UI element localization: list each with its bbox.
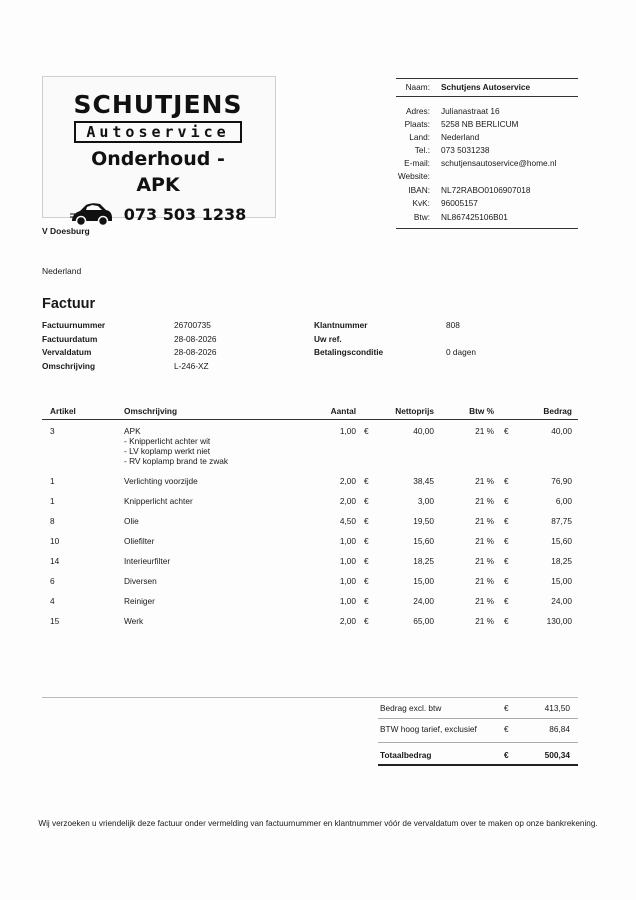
cell-artikel: 10 [50, 536, 60, 546]
currency-symbol: € [364, 556, 369, 566]
payment-notice: Wij verzoeken u vriendelijk deze factuur onder vermelding van factuurnummer en klantnummer vóór de vervaldatum over te maken op onze bankrekening. [38, 819, 598, 828]
currency-symbol: € [364, 516, 369, 526]
customer-country: Nederland [42, 266, 82, 276]
meta-label: Omschrijving [42, 360, 96, 371]
table-row [42, 476, 578, 488]
company-label: Tel.: [414, 145, 430, 155]
company-value: NL867425106B01 [441, 212, 508, 222]
company-value: 96005157 [441, 198, 478, 208]
cell-aantal: 2,00 [339, 616, 356, 626]
table-row [42, 536, 578, 548]
cell-omschrijving: Interieurfilter [124, 556, 171, 566]
currency-symbol: € [364, 476, 369, 486]
currency-symbol: € [504, 703, 509, 713]
currency-symbol: € [504, 516, 509, 526]
totals-divider [378, 718, 578, 719]
company-row [396, 170, 578, 182]
company-value: schutjensautoservice@home.nl [441, 158, 557, 168]
cell-btw: 21 % [475, 496, 494, 506]
cell-artikel: 14 [50, 556, 60, 566]
cell-subline: - RV koplamp brand te zwak [124, 456, 229, 466]
totals-label: Totaalbedrag [380, 750, 432, 760]
cell-nettoprijs: 24,00 [413, 596, 434, 606]
cell-aantal: 2,00 [339, 476, 356, 486]
company-row [396, 184, 578, 196]
cell-nettoprijs: 19,50 [413, 516, 434, 526]
cell-aantal: 2,00 [339, 496, 356, 506]
meta-value: 808 [446, 320, 460, 330]
totals-label: BTW hoog tarief, exclusief [380, 724, 477, 734]
currency-symbol: € [364, 426, 369, 436]
totals-value: 500,34 [544, 750, 570, 760]
cell-nettoprijs: 15,60 [413, 536, 434, 546]
cell-nettoprijs: 40,00 [413, 426, 434, 436]
totals-value: 86,84 [549, 724, 570, 734]
company-value: NL72RABO0106907018 [441, 185, 531, 195]
table-row [42, 596, 578, 608]
company-value: Schutjens Autoservice [441, 82, 531, 92]
meta-label: Betalingsconditie [314, 347, 384, 357]
cell-subline: - Knipperlicht achter wit [124, 436, 211, 446]
cell-btw: 21 % [475, 596, 494, 606]
col-btw: Btw % [469, 406, 494, 416]
cell-omschrijving: Diversen [124, 576, 157, 586]
logo-phone: 073 503 1238 [123, 204, 247, 224]
cell-btw: 21 % [475, 516, 494, 526]
meta-label: Klantnummer [314, 320, 368, 330]
company-value: Nederland [441, 132, 480, 142]
company-value: 073 5031238 [441, 145, 490, 155]
company-label: Btw: [413, 212, 430, 222]
cell-bedrag: 130,00 [546, 616, 572, 626]
totals-divider [378, 764, 578, 766]
cell-btw: 21 % [475, 476, 494, 486]
cell-nettoprijs: 65,00 [413, 616, 434, 626]
meta-value: L-246-XZ [174, 360, 209, 371]
col-artikel: Artikel [50, 406, 76, 416]
currency-symbol: € [504, 496, 509, 506]
currency-symbol: € [364, 576, 369, 586]
meta-value: 26700735 [174, 320, 211, 330]
cell-artikel: 1 [50, 476, 55, 486]
currency-symbol: € [504, 536, 509, 546]
cell-omschrijving: Verlichting voorzijde [124, 476, 198, 486]
cell-bedrag: 76,90 [551, 476, 572, 486]
company-label: IBAN: [408, 185, 430, 195]
cell-nettoprijs: 18,25 [413, 556, 434, 566]
company-row [396, 211, 578, 223]
company-row [396, 197, 578, 209]
currency-symbol: € [504, 616, 509, 626]
currency-symbol: € [364, 596, 369, 606]
cell-bedrag: 18,25 [551, 556, 572, 566]
logo-name: SCHUTJENS [73, 90, 243, 119]
company-label: Land: [409, 132, 430, 142]
col-nettoprijs: Nettoprijs [395, 406, 434, 416]
col-bedrag: Bedrag [543, 406, 572, 416]
cell-artikel: 1 [50, 496, 55, 506]
currency-symbol: € [504, 426, 509, 436]
cell-btw: 21 % [475, 426, 494, 436]
col-aantal: Aantal [330, 406, 356, 416]
company-row [396, 131, 578, 143]
meta-label: Factuurdatum [42, 333, 98, 344]
cell-omschrijving: Olie [124, 516, 139, 526]
meta-label: Factuurnummer [42, 320, 106, 330]
cell-artikel: 6 [50, 576, 55, 586]
currency-symbol: € [364, 616, 369, 626]
currency-symbol: € [504, 750, 509, 760]
meta-label: Uw ref. [314, 333, 342, 344]
company-logo [42, 76, 276, 224]
company-value: 5258 NB BERLICUM [441, 119, 519, 129]
totals-divider [378, 742, 578, 743]
totals-row [378, 750, 578, 762]
table-row [42, 556, 578, 568]
cell-nettoprijs: 15,00 [413, 576, 434, 586]
company-row [396, 81, 578, 93]
meta-label: Vervaldatum [42, 347, 92, 357]
company-row [396, 157, 578, 169]
currency-symbol: € [504, 724, 509, 734]
company-row [396, 144, 578, 156]
cell-omschrijving: Oliefilter [124, 536, 155, 546]
cell-nettoprijs: 3,00 [417, 496, 434, 506]
table-row [42, 516, 578, 528]
meta-value: 0 dagen [446, 347, 476, 357]
company-row [396, 105, 578, 117]
cell-aantal: 1,00 [339, 556, 356, 566]
cell-aantal: 4,50 [339, 516, 356, 526]
table-row [42, 496, 578, 508]
customer-name: V Doesburg [42, 226, 90, 236]
cell-artikel: 3 [50, 426, 55, 436]
cell-bedrag: 40,00 [551, 426, 572, 436]
company-label: Adres: [406, 106, 430, 116]
company-value: Julianastraat 16 [441, 106, 500, 116]
totals-row [378, 724, 578, 736]
company-label: KvK: [412, 198, 430, 208]
cell-bedrag: 15,00 [551, 576, 572, 586]
currency-symbol: € [504, 476, 509, 486]
cell-bedrag: 24,00 [551, 596, 572, 606]
cell-btw: 21 % [475, 616, 494, 626]
currency-symbol: € [504, 576, 509, 586]
cell-omschrijving: Knipperlicht achter [124, 496, 193, 506]
cell-btw: 21 % [475, 576, 494, 586]
cell-bedrag: 87,75 [551, 516, 572, 526]
cell-artikel: 8 [50, 516, 55, 526]
cell-omschrijving: Werk [124, 616, 144, 626]
company-label: Naam: [405, 82, 430, 92]
cell-subline: - LV koplamp werkt niet [124, 446, 211, 456]
logo-tagline: Onderhoud - APK [91, 148, 225, 196]
company-label: Website: [397, 171, 430, 181]
table-row [42, 576, 578, 588]
page-title: Factuur [42, 296, 96, 312]
cell-aantal: 1,00 [339, 576, 356, 586]
logo-subtitle: Autoservice [74, 121, 242, 143]
meta-value: 28-08-2026 [174, 333, 217, 344]
cell-artikel: 15 [50, 616, 60, 626]
cell-artikel: 4 [50, 596, 55, 606]
cell-omschrijving: APK [124, 426, 141, 436]
company-label: Plaats: [404, 119, 430, 129]
cell-bedrag: 6,00 [555, 496, 572, 506]
cell-bedrag: 15,60 [551, 536, 572, 546]
meta-value: 28-08-2026 [174, 347, 217, 357]
table-row [42, 426, 578, 470]
currency-symbol: € [504, 556, 509, 566]
table-row [42, 616, 578, 628]
currency-symbol: € [364, 536, 369, 546]
totals-value: 413,50 [544, 703, 570, 713]
company-row [396, 118, 578, 130]
currency-symbol: € [364, 496, 369, 506]
totals-row [378, 703, 578, 715]
cell-aantal: 1,00 [339, 536, 356, 546]
cell-aantal: 1,00 [339, 426, 356, 436]
table-header [42, 404, 578, 418]
cell-aantal: 1,00 [339, 596, 356, 606]
cell-omschrijving: Reiniger [124, 596, 155, 606]
cell-btw: 21 % [475, 556, 494, 566]
currency-symbol: € [504, 596, 509, 606]
cell-nettoprijs: 38,45 [413, 476, 434, 486]
cell-btw: 21 % [475, 536, 494, 546]
company-label: E-mail: [404, 158, 430, 168]
totals-label: Bedrag excl. btw [380, 703, 442, 713]
col-omschrijving: Omschrijving [124, 406, 178, 416]
